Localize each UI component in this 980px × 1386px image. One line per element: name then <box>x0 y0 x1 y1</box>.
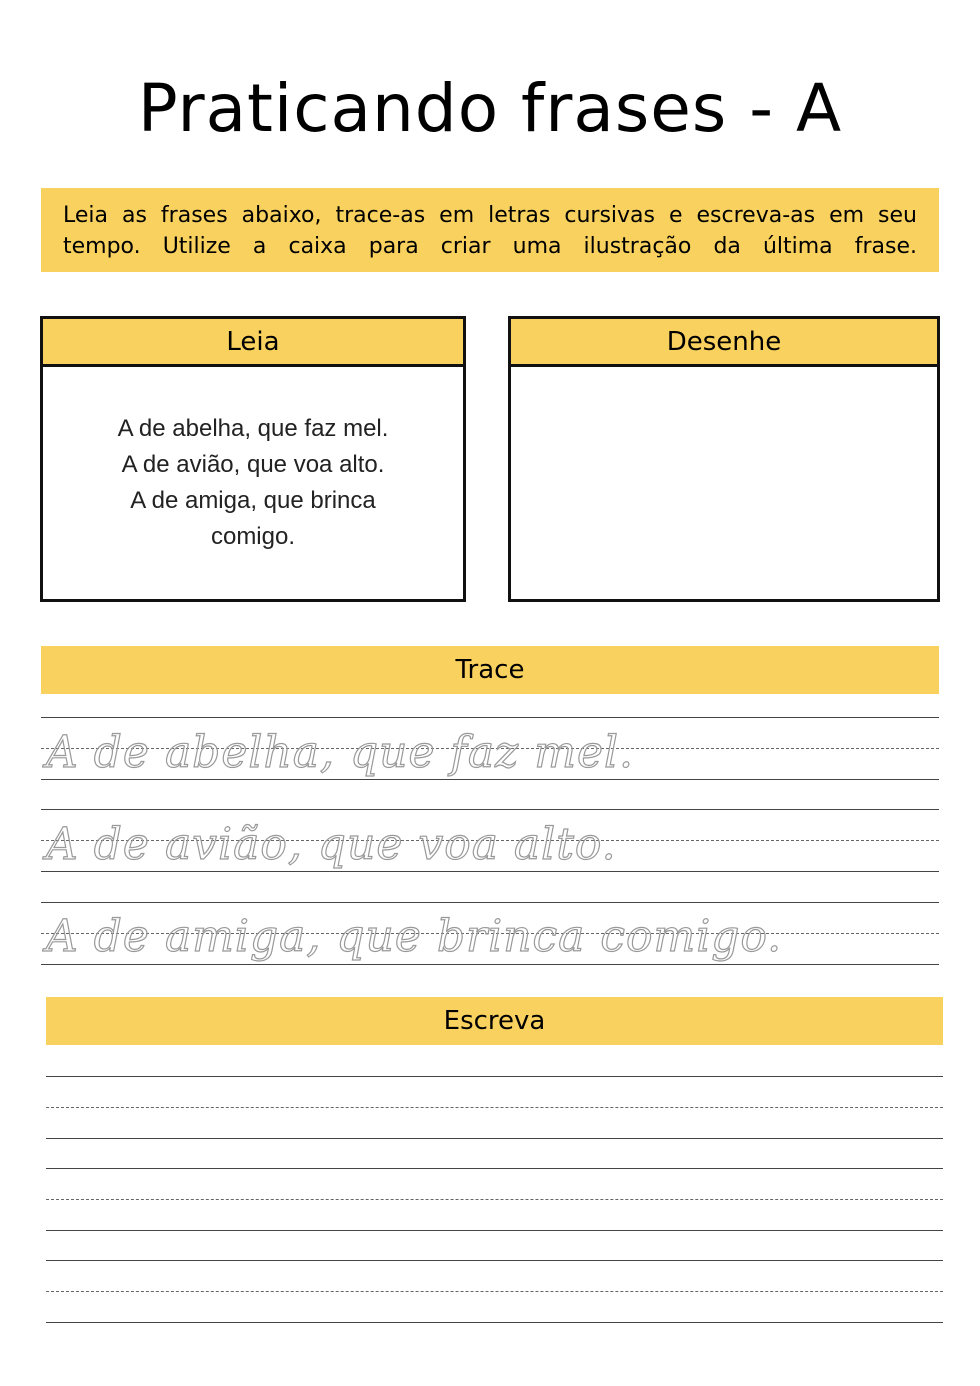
trace-guide-line <box>41 779 939 780</box>
write-line[interactable] <box>46 1107 943 1108</box>
write-line[interactable] <box>46 1322 943 1323</box>
write-line[interactable] <box>46 1260 943 1261</box>
trace-sentence[interactable]: A de abelha, que faz mel. <box>46 727 635 778</box>
read-line: A de abelha, que faz mel. <box>117 415 389 442</box>
read-line: comigo. <box>210 523 296 550</box>
read-line: A de avião, que voa alto. <box>121 451 385 478</box>
page-title: Praticando frases - A <box>137 70 843 147</box>
read-text <box>43 367 463 555</box>
draw-box[interactable] <box>508 316 940 602</box>
trace-guide-line <box>41 871 939 872</box>
trace-guide-line <box>41 809 939 810</box>
write-line[interactable] <box>46 1199 943 1200</box>
write-line[interactable] <box>46 1230 943 1231</box>
instructions-banner: Leia as frases abaixo, trace-as em letras cursivas e escreva-as em seu tempo. Utilize a caixa para criar uma ilustração da última frase. <box>41 188 939 272</box>
trace-sentence[interactable]: A de avião, que voa alto. <box>46 819 617 870</box>
read-line: A de amiga, que brinca <box>130 487 376 514</box>
trace-guide-line <box>41 717 939 718</box>
trace-sentence[interactable]: A de amiga, que brinca comigo. <box>46 911 783 962</box>
read-box <box>40 316 466 602</box>
write-line[interactable] <box>46 1168 943 1169</box>
trace-header: Trace <box>41 646 939 694</box>
trace-guide-line <box>41 902 939 903</box>
write-line[interactable] <box>46 1076 943 1077</box>
read-box-header: Leia <box>43 319 463 367</box>
write-header: Escreva <box>46 997 943 1045</box>
trace-guide-line <box>41 964 939 965</box>
draw-box-header: Desenhe <box>511 319 937 367</box>
write-line[interactable] <box>46 1138 943 1139</box>
write-line[interactable] <box>46 1291 943 1292</box>
